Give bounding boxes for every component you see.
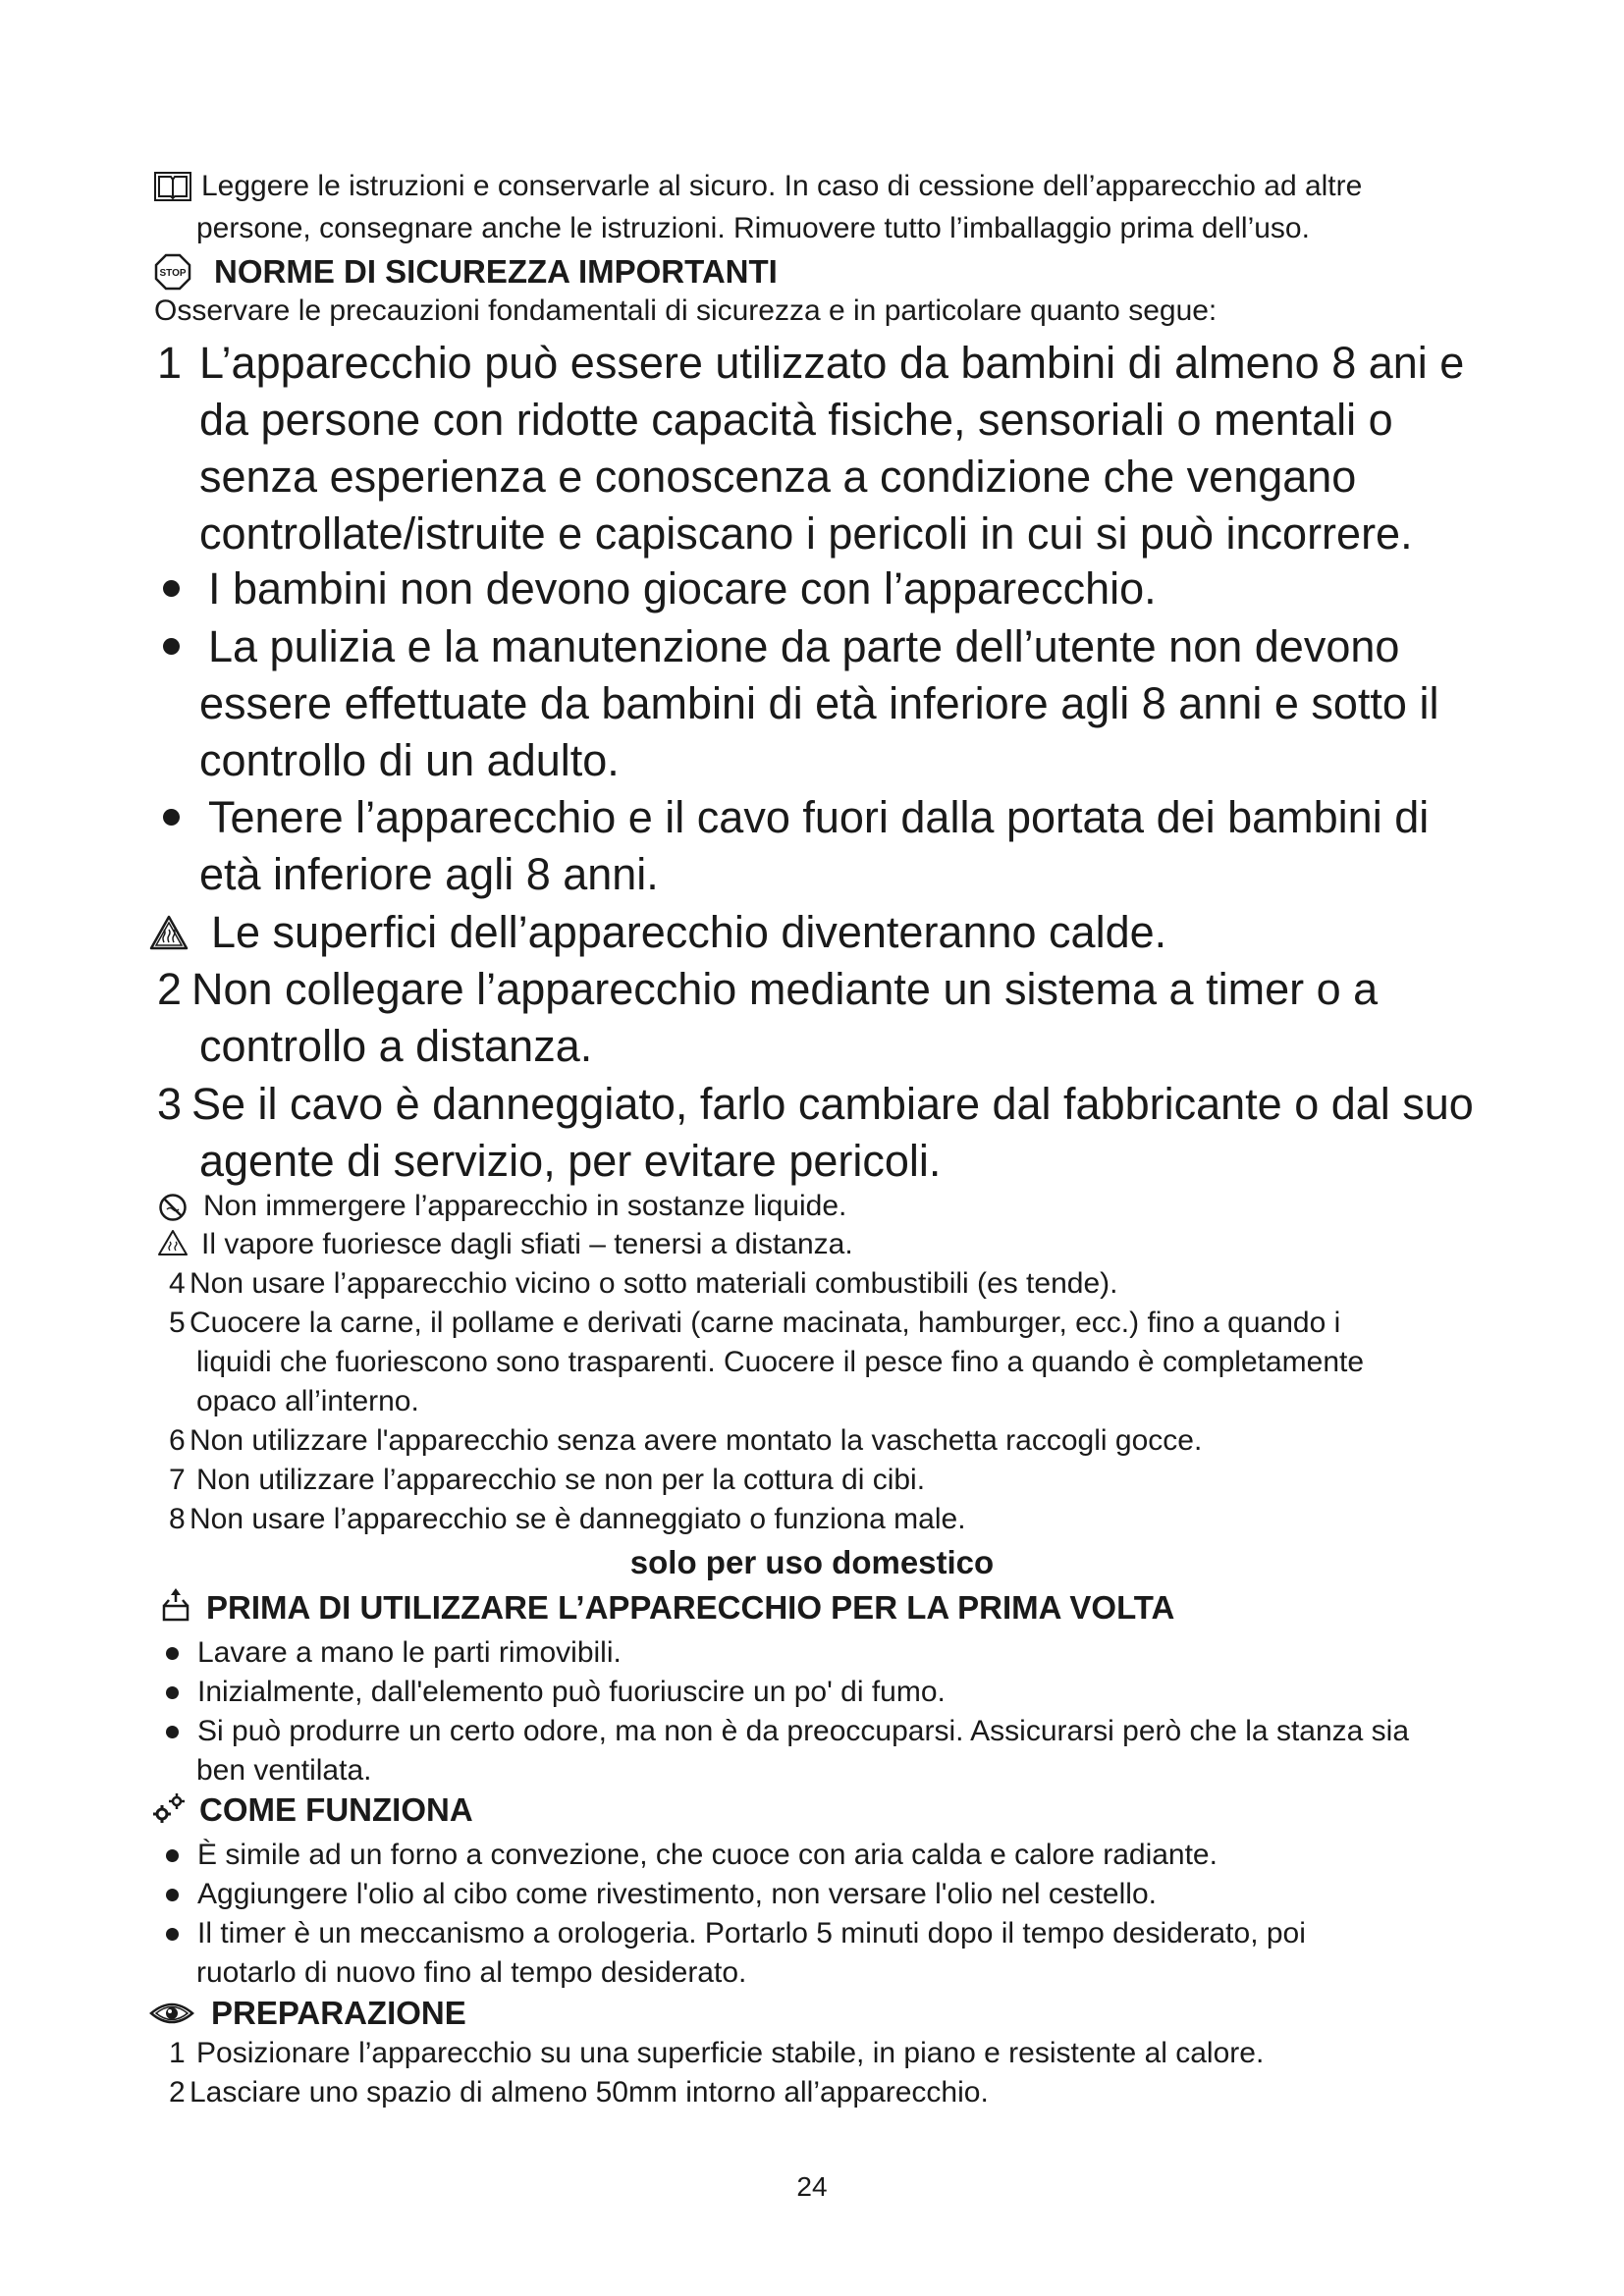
book-icon: [154, 172, 191, 206]
item-3-number: 3: [157, 1079, 183, 1129]
intro-line-2: persone, consegnare anche le istruzioni. Rimuovere tutto l’imballaggio prima dell’uso.: [196, 212, 1310, 244]
item-4-text: Non usare l’apparecchio vicino o sotto materiali combustibili (es tende).: [189, 1267, 1118, 1300]
item-7-text: Non utilizzare l’apparecchio se non per la cottura di cibi.: [196, 1464, 926, 1496]
bullet-dot: [163, 809, 180, 826]
item-2-number: 2: [157, 964, 183, 1014]
safety-bullet-3-line-1: Tenere l’apparecchio e il cavo fuori dalla portata dei bambini di: [208, 792, 1430, 842]
item-3-line-1: Se il cavo è danneggiato, farlo cambiare dal fabbricante o dal suo: [191, 1079, 1474, 1129]
safety-subheading: Osservare le precauzioni fondamentali di sicurezza e in particolare quanto segue:: [154, 294, 1218, 327]
prep-item-1-number: 1: [169, 2037, 186, 2069]
safety-bullet-2-line-1: La pulizia e la manutenzione da parte dell’utente non devono: [208, 621, 1400, 671]
first-use-bullet-1: Lavare a mano le parti rimovibili.: [197, 1636, 622, 1669]
stop-icon-text: STOP: [159, 268, 187, 279]
item-5-line-3: opaco all’interno.: [196, 1385, 419, 1417]
how-bullet-3-line-2: ruotarlo di nuovo fino al tempo desiderato.: [196, 1956, 747, 1989]
prep-item-2-number: 2: [169, 2076, 186, 2109]
first-use-bullet-2: Inizialmente, dall'elemento può fuoriuscire un po' di fumo.: [197, 1676, 946, 1708]
first-use-bullet-3-line-1: Si può produrre un certo odore, ma non è da preoccuparsi. Assicurarsi però che la stanza sia: [197, 1715, 1410, 1747]
how-bullet-3-line-1: Il timer è un meccanismo a orologeria. Portarlo 5 minuti dopo il tempo desiderato, poi: [197, 1917, 1306, 1949]
how-bullet-2: Aggiungere l'olio al cibo come rivestimento, non versare l'olio nel cestello.: [197, 1878, 1157, 1910]
preparation-heading: PREPARAZIONE: [211, 1995, 466, 2031]
bullet-dot: [166, 1726, 179, 1738]
item-2-line-2: controllo a distanza.: [199, 1021, 593, 1071]
bullet-dot: [163, 580, 180, 597]
safety-bullet-2-line-3: controllo di un adulto.: [199, 735, 620, 785]
safety-bullet-2-line-2: essere effettuate da bambini di età inferiore agli 8 anni e sotto il: [199, 678, 1439, 728]
intro-line-1: Leggere le istruzioni e conservarle al sicuro. In caso di cessione dell’apparecchio ad altre: [201, 170, 1363, 202]
bullet-dot: [166, 1849, 179, 1862]
item-1-line-2: da persone con ridotte capacità fisiche, sensoriali o mentali o: [199, 395, 1393, 445]
item-3-line-2: agente di servizio, per evitare pericoli.: [199, 1136, 942, 1186]
eye-icon: [149, 2000, 194, 2032]
no-immerse-icon: [158, 1193, 188, 1227]
safety-heading: NORME DI SICUREZZA IMPORTANTI: [214, 253, 778, 290]
how-it-works-heading: COME FUNZIONA: [199, 1791, 473, 1828]
prep-item-1-text: Posizionare l’apparecchio su una superficie stabile, in piano e resistente al calore.: [196, 2037, 1265, 2069]
safety-bullet-1-line-1: I bambini non devono giocare con l’apparecchio.: [208, 563, 1157, 614]
first-use-bullet-3-line-2: ben ventilata.: [196, 1754, 372, 1787]
item-5-number: 5: [169, 1307, 186, 1339]
item-1-line-4: controllate/istruite e capiscano i pericoli in cui si può incorrere.: [199, 508, 1413, 559]
page-number: 24: [796, 2171, 828, 2202]
item-4-number: 4: [169, 1267, 186, 1300]
bullet-dot: [166, 1928, 179, 1941]
bullet-dot: [163, 638, 180, 655]
unbox-icon: [160, 1588, 191, 1627]
item-2-line-1: Non collegare l’apparecchio mediante un sistema a timer o a: [191, 964, 1379, 1014]
steam-warning: Il vapore fuoriesce dagli sfiati – tenersi a distanza.: [201, 1228, 853, 1260]
first-use-heading: PRIMA DI UTILIZZARE L’APPARECCHIO PER LA PRIMA VOLTA: [206, 1589, 1175, 1626]
gears-icon: [151, 1792, 187, 1829]
item-8-number: 8: [169, 1503, 186, 1535]
domestic-use-note: solo per uso domestico: [629, 1544, 995, 1580]
item-5-line-2: liquidi che fuoriescono sono trasparenti. Cuocere il pesce fino a quando è completamente: [196, 1346, 1365, 1378]
hot-surface-warning-icon: [149, 915, 189, 955]
hot-surface-warning: Le superfici dell’apparecchio diventeranno calde.: [211, 907, 1167, 957]
item-1-number: 1: [157, 338, 183, 388]
bullet-dot: [166, 1647, 179, 1660]
item-6-number: 6: [169, 1424, 186, 1457]
stop-icon: [154, 253, 191, 295]
item-6-text: Non utilizzare l'apparecchio senza avere montato la vaschetta raccogli gocce.: [189, 1424, 1203, 1457]
item-7-number: 7: [169, 1464, 186, 1496]
steam-warning-icon: [157, 1229, 189, 1261]
safety-bullet-3-line-2: età inferiore agli 8 anni.: [199, 849, 659, 899]
item-1-line-3: senza esperienza e conoscenza a condizione che vengano: [199, 452, 1357, 502]
bullet-dot: [166, 1889, 179, 1901]
prep-item-2-text: Lasciare uno spazio di almeno 50mm intorno all’apparecchio.: [189, 2076, 989, 2109]
how-bullet-1: È simile ad un forno a convezione, che cuoce con aria calda e calore radiante.: [197, 1839, 1218, 1871]
item-1-line-1: L’apparecchio può essere utilizzato da bambini di almeno 8 ani e: [199, 338, 1465, 388]
item-8-text: Non usare l’apparecchio se è danneggiato o funziona male.: [189, 1503, 966, 1535]
item-5-line-1: Cuocere la carne, il pollame e derivati (carne macinata, hamburger, ecc.) fino a quando i: [189, 1307, 1341, 1339]
no-immerse-warning: Non immergere l’apparecchio in sostanze liquide.: [203, 1190, 847, 1222]
bullet-dot: [166, 1686, 179, 1699]
